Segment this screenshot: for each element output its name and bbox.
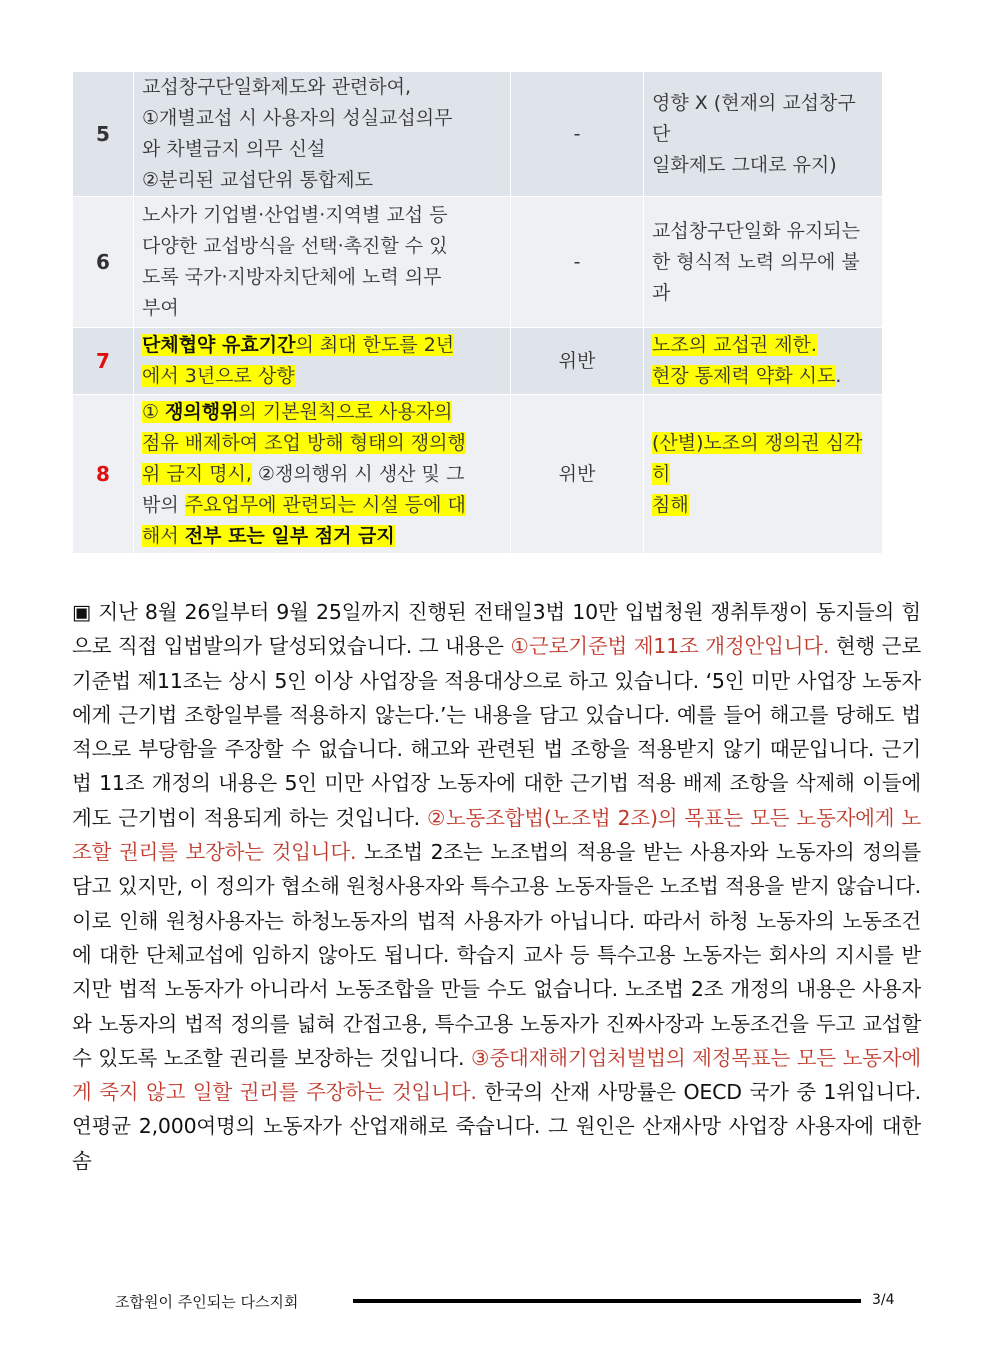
desc-line <box>142 361 502 392</box>
highlight-text: 점유 배제하여 조업 방해 형태의 쟁의행 <box>142 431 466 454</box>
desc-line: 도록 국가·지방자치단체에 노력 의무 <box>142 266 442 288</box>
highlight-text: 침해 <box>652 493 689 516</box>
page-number: 3/4 <box>872 1292 895 1308</box>
desc-line <box>142 397 502 428</box>
desc-line <box>142 521 502 552</box>
row-note <box>644 395 883 554</box>
note-line: 영향 X (현재의 교섭창구단 <box>652 91 856 145</box>
row-verdict: - <box>511 72 644 197</box>
desc-line <box>142 459 502 490</box>
desc-line: 부여 <box>142 297 179 319</box>
footer-rule <box>353 1299 861 1303</box>
desc-line: ②분리된 교섭단위 통합제도 <box>142 169 374 191</box>
highlight-text: 현장 통제력 약화 시도 <box>652 365 836 387</box>
body-paragraph <box>72 595 921 1178</box>
row-description <box>134 197 511 328</box>
row-number: 8 <box>73 395 134 554</box>
highlight-text: (산별)노조의 쟁의권 심각히 <box>652 431 863 485</box>
note-line <box>652 428 874 490</box>
row-note <box>644 72 883 197</box>
table-row <box>73 328 883 395</box>
body-highlight: ①근로기준법 제11조 개정안입니다. <box>510 634 830 659</box>
comparison-table <box>72 71 883 554</box>
desc-line: 노사가 기업별·산업별·지역별 교섭 등 <box>142 204 448 226</box>
desc-line: 교섭창구단일화제도와 관련하여, <box>142 76 412 98</box>
highlight-text: 노조의 교섭권 제한. <box>652 334 817 356</box>
desc-text: 밖의 <box>142 493 185 516</box>
desc-line <box>142 490 502 521</box>
highlight-text: 위 금지 명시, <box>142 462 252 485</box>
row-verdict: 위반 <box>511 328 644 395</box>
table-row <box>73 72 883 197</box>
row-description <box>134 395 511 554</box>
note-line: 일화제도 그대로 유지) <box>652 153 837 176</box>
note-line: 한 형식적 노력 의무에 불과 <box>652 250 860 304</box>
table-row <box>73 197 883 328</box>
body-text: 한국의 산재 사망률은 OECD 국가 중 1위입니다. 연평균 2,000여명의 노동자가 산업재해로 죽습니다. 그 원인은 산재사망 사업장 사용자에 대한 솜 <box>72 1080 921 1173</box>
desc-text: ②쟁의행위 시 생산 및 그 <box>251 462 465 485</box>
body-highlight: ③중대재해기업처벌법의 제정목표는 모든 노동자에게 죽지 않고 일할 권리를 주장하는 것입니다. <box>72 1045 921 1105</box>
highlight-bold: 쟁의행위 <box>165 400 239 423</box>
note-line <box>652 330 874 361</box>
body-highlight: ②노동조합법(노조법 2조)의 목표는 모든 노동자에게 노조할 권리를 보장하는 것입니다. <box>72 805 921 865</box>
row-note <box>644 328 883 395</box>
desc-line: 와 차별금지 의무 신설 <box>142 138 326 160</box>
highlight-text: 주요업무에 관련되는 시설 등에 대 <box>184 493 466 516</box>
body-text: 현행 근로기준법 제11조는 상시 5인 이상 사업장을 적용대상으로 하고 있습니다. ‘5인 미만 사업장 노동자에게 근기법 조항일부를 적용하지 않는다.’는 내용을 담고 있습니다. 예를 들어 해고를 당해도 법적으로 부당함을 주장할 수 없습니다. 해고와 관련된 법 조항을 적용받지 않기 때문입니다. 근기법 11조 개정의 내용은 5인 미만 사업장 노동자에 대한 근기법 적용 배제 조항을 삭제해 이들에게도 근기법이 적용되게 하는 것입니다. <box>72 634 921 830</box>
row-note <box>644 197 883 328</box>
row-number: 6 <box>73 197 134 328</box>
table-row <box>73 395 883 554</box>
desc-line: 다양한 교섭방식을 선택·촉진할 수 있 <box>142 235 448 257</box>
note-line: 교섭창구단일화 유지되는 <box>652 219 860 242</box>
desc-line: ①개별교섭 시 사용자의 성실교섭의무 <box>142 107 453 129</box>
note-line <box>652 361 874 392</box>
note-line <box>652 490 874 521</box>
body-text: 노조법 2조는 노조법의 적용을 받는 사용자와 노동자의 정의를 담고 있지만, 이 정의가 협소해 원청사용자와 특수고용 노동자들은 노조법 적용을 받지 않습니다. 이로 인해 원청사용자는 하청노동자의 법적 사용자가 아닙니다. 따라서 하청 노동자의 노동조건에 대한 단체교섭에 임하지 않아도 됩니다. 학습지 교사 등 특수고용 노동자는 회사의 지시를 받지만 법적 노동자가 아니라서 노동조합을 만들 수도 없습니다. 노조법 2조 개정의 내용은 사용자와 노동자의 법적 정의를 넓혀 간접고용, 특수고용 노동자가 진짜사장과 노동조건을 두고 교섭할 수 있도록 노조할 권리를 보장하는 것입니다. <box>72 840 922 1070</box>
highlight-bold: 단체협약 유효기간 <box>142 334 296 356</box>
desc-line <box>142 428 502 459</box>
highlight-text: 의 최대 한도를 2년 <box>295 334 455 356</box>
desc-line <box>142 330 502 361</box>
highlight-text: 에서 3년으로 상향 <box>142 365 295 387</box>
footer-title: 조합원이 주인되는 다스지회 <box>115 1293 299 1311</box>
row-verdict: - <box>511 197 644 328</box>
desc-text: ① <box>142 400 166 423</box>
note-period: . <box>835 365 842 387</box>
body-text: ▣ 지난 8월 26일부터 9월 25일까지 진행된 전태일3법 10만 입법청원 쟁취투쟁이 동지들의 힘으로 직접 입법발의가 달성되었습니다. 그 내용은 <box>72 600 921 659</box>
desc-text: 의 기본원칙으로 사용자의 <box>238 400 453 423</box>
row-description <box>134 328 511 395</box>
highlight-bold: 전부 또는 일부 점거 금지 <box>184 524 395 547</box>
row-number: 5 <box>73 72 134 197</box>
desc-text: 해서 <box>142 524 185 547</box>
row-verdict: 위반 <box>511 395 644 554</box>
row-description <box>134 72 511 197</box>
row-number: 7 <box>73 328 134 395</box>
